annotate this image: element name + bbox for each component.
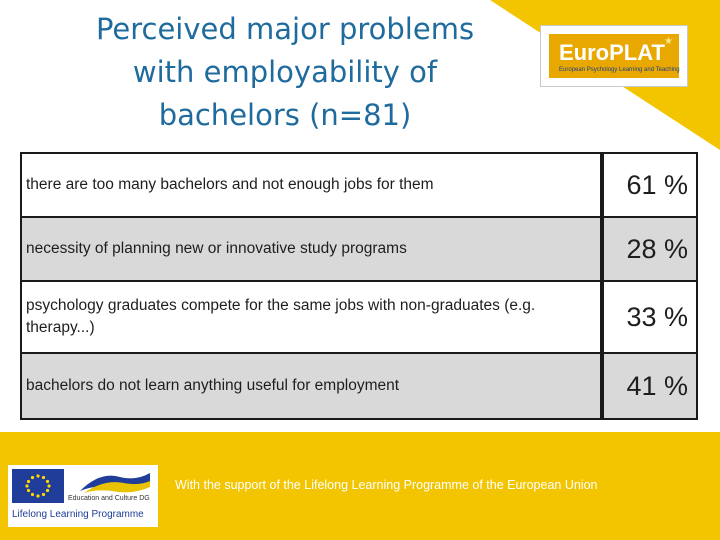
problem-text: psychology graduates compete for the same jobs with non-graduates (e.g. therapy...) xyxy=(22,282,600,352)
europlat-logo xyxy=(540,25,688,87)
europlat-logo-tagline: European Psychology Learning and Teaching xyxy=(559,67,680,73)
lifelong-learning-label: Lifelong Learning Programme xyxy=(12,509,144,520)
europlat-logo-badge xyxy=(549,34,679,78)
eu-flag-icon xyxy=(12,469,64,503)
problem-text: there are too many bachelors and not enough jobs for them xyxy=(22,154,600,216)
title-line-1: Perceived major problems xyxy=(95,12,475,46)
slide-title xyxy=(40,8,530,137)
eu-stars-icon xyxy=(12,469,64,503)
problem-text: bachelors do not learn anything useful for employment xyxy=(22,354,600,418)
title-line-3: bachelors (n=81) xyxy=(158,98,412,132)
table-row xyxy=(22,282,696,352)
problem-percentage: 33 % xyxy=(604,282,696,352)
problem-percentage: 41 % xyxy=(604,354,696,418)
support-text: With the support of the Lifelong Learning Programme of the European Union xyxy=(175,478,598,492)
lifelong-learning-logo xyxy=(8,465,158,527)
education-culture-label: Education and Culture DG xyxy=(68,495,150,502)
education-culture-icon xyxy=(70,469,154,497)
footer-bar xyxy=(0,432,720,540)
problem-text: necessity of planning new or innovative study programs xyxy=(22,218,600,280)
europlat-logo-text: EuroPLAT xyxy=(559,40,665,65)
table-row xyxy=(22,218,696,280)
problems-table xyxy=(20,152,698,420)
problem-percentage: 28 % xyxy=(604,218,696,280)
title-line-2: with employability of xyxy=(132,55,438,89)
table-row xyxy=(22,354,696,418)
problem-percentage: 61 % xyxy=(604,154,696,216)
table-row xyxy=(22,154,696,216)
star-icon: ★ xyxy=(664,36,673,47)
